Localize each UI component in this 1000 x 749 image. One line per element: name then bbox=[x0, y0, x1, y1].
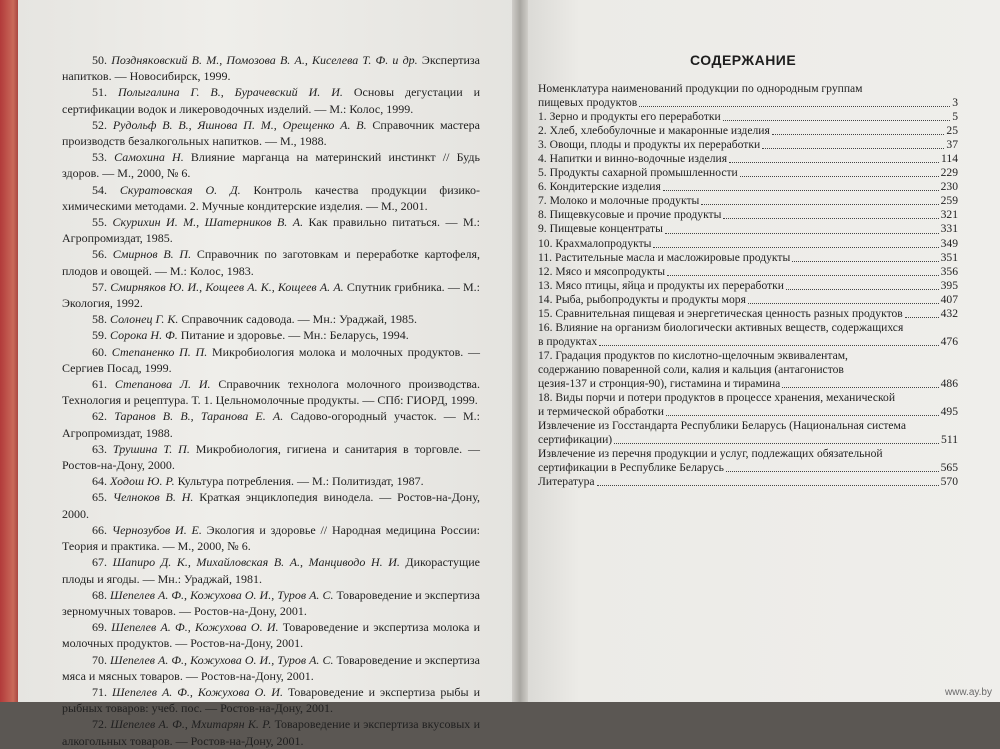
toc-page-number: 495 bbox=[940, 405, 958, 419]
reference-text: Основы дегустации и сертификации водок и ликероводочных изделий. — М.: Колос, 1999. bbox=[62, 85, 480, 116]
reference-number: 55. bbox=[92, 215, 113, 230]
reference-authors: Шепелев А. Ф., Кожухова О. И., Туров А. С. bbox=[110, 652, 334, 667]
toc-leader-dots bbox=[666, 415, 939, 416]
toc-page-number: 476 bbox=[940, 334, 958, 348]
toc-leader-dots bbox=[729, 162, 939, 163]
reference-authors: Смирняков Ю. И., Кощеев А. К., Кощеев А. А. bbox=[110, 279, 344, 294]
reference-text: Экология и здоровье // Народная медицина России: Теория и практика. — М., 2000, № 6. bbox=[62, 522, 480, 554]
toc-entry bbox=[538, 194, 958, 208]
toc-page-number: 229 bbox=[940, 166, 958, 180]
toc-entry-title: и термической обработки bbox=[538, 405, 664, 419]
reference-number: 60. bbox=[92, 344, 112, 359]
toc-page-number: 432 bbox=[940, 306, 958, 320]
reference-number: 56. bbox=[92, 247, 113, 262]
reference-entry bbox=[62, 587, 480, 619]
toc-entry-title: 10. Крахмалопродукты bbox=[538, 236, 652, 250]
toc-entry-title: 7. Молоко и молочные продукты bbox=[538, 194, 700, 208]
reference-text: Садово-огородный участок. — М.: Агропромиздат, 1988. bbox=[62, 409, 480, 440]
watermark: www.ay.by bbox=[944, 687, 992, 698]
reference-number: 66. bbox=[92, 522, 112, 537]
reference-authors: Полыгалина Г. В., Бурачевский И. И. bbox=[117, 85, 343, 100]
reference-text: Товароведение и экспертиза молока и молочных продуктов. — Ростов-на-Дону, 2001. bbox=[62, 620, 481, 651]
toc-leader-dots bbox=[782, 387, 938, 388]
reference-text: Справочник мастера производств безалкогольных напитков. — М., 1988. bbox=[62, 117, 481, 149]
reference-text: Товароведение и экспертиза зерномучных товаров. — Ростов-на-Дону, 2001. bbox=[62, 587, 480, 618]
reference-text: Микробиология молока и молочных продуктов. — Сергиев Посад, 1999. bbox=[62, 344, 481, 375]
reference-entry bbox=[62, 554, 480, 586]
reference-entry bbox=[62, 489, 480, 521]
bibliography-list bbox=[62, 52, 480, 749]
toc-leader-dots bbox=[740, 176, 939, 177]
reference-entry bbox=[62, 279, 480, 311]
reference-number: 63. bbox=[92, 441, 113, 456]
toc-leader-dots bbox=[723, 218, 938, 219]
reference-authors: Челноков В. Н. bbox=[112, 490, 194, 505]
toc-entry-title: Извлечение из перечня продукции и услуг, подлежащих обязательной bbox=[538, 447, 883, 461]
reference-entry bbox=[62, 149, 480, 181]
toc-leader-dots bbox=[762, 148, 944, 149]
toc-entry bbox=[538, 208, 958, 222]
toc-entry bbox=[538, 138, 958, 152]
reference-number: 64. bbox=[92, 474, 110, 489]
toc-entry bbox=[538, 180, 958, 194]
toc-leader-dots bbox=[726, 471, 939, 472]
toc-leader-dots bbox=[597, 485, 939, 486]
reference-authors: Степаненко П. П. bbox=[111, 344, 208, 359]
toc-entry-title: 6. Кондитерские изделия bbox=[538, 180, 661, 194]
toc-page-number: 331 bbox=[940, 222, 958, 236]
toc-page-number: 3 bbox=[952, 96, 958, 110]
toc-entry-title: сертификации) bbox=[538, 433, 613, 447]
reference-authors: Солонец Г. К. bbox=[110, 312, 179, 327]
reference-number: 53. bbox=[92, 150, 115, 165]
reference-entry bbox=[62, 652, 480, 684]
reference-entry bbox=[62, 52, 480, 84]
book-spine-gutter bbox=[512, 0, 528, 702]
reference-text: Влияние марганца на материнский инстинкт // Будь здоров. — М., 2000, № 6. bbox=[62, 150, 480, 181]
reference-entry bbox=[62, 619, 480, 651]
toc-entry bbox=[538, 293, 958, 307]
toc-entry-title: Литература bbox=[538, 475, 595, 489]
toc-entry-title: 12. Мясо и мясопродукты bbox=[538, 264, 666, 278]
toc-page-number: 395 bbox=[940, 278, 958, 292]
reference-authors: Скуратовская О. Д. bbox=[119, 182, 241, 197]
reference-entry bbox=[62, 344, 480, 376]
reference-authors: Смирнов В. П. bbox=[112, 247, 192, 262]
reference-text: Справочник технолога молочного производства. Технология и рецептура. Т. 1. Цельномолочные продукты. — СПб: ГИОРД, 1999. bbox=[62, 377, 481, 408]
reference-number: 54. bbox=[92, 182, 120, 197]
reference-authors: Рудольф В. В., Яшнова П. М., Орещенко А. В. bbox=[112, 117, 367, 132]
toc-entry bbox=[538, 279, 958, 293]
reference-authors: Шапиро Д. К., Михайловская В. А., Манциводо Н. И. bbox=[112, 555, 400, 570]
toc-entry-title: 8. Пищевкусовые и прочие продукты bbox=[538, 208, 722, 222]
reference-number: 57. bbox=[92, 279, 111, 294]
toc-leader-dots bbox=[772, 134, 945, 135]
toc-entry bbox=[538, 265, 958, 279]
toc-entry bbox=[538, 152, 958, 166]
toc-entry-title: 1. Зерно и продукты его переработки bbox=[538, 110, 721, 124]
toc-leader-dots bbox=[665, 233, 939, 234]
toc-entry bbox=[538, 166, 958, 180]
toc-title: СОДЕРЖАНИЕ bbox=[690, 52, 797, 68]
reference-text: Питание и здоровье. — Мн.: Беларусь, 1994. bbox=[177, 328, 409, 343]
reference-text: Культура потребления. — М.: Политиздат, 1987. bbox=[174, 474, 424, 489]
toc-entry-title: 5. Продукты сахарной промышленности bbox=[538, 166, 738, 180]
toc-page-number: 407 bbox=[940, 292, 958, 306]
toc-entry-title: пищевых продуктов bbox=[538, 96, 638, 110]
toc-entry-title: 4. Напитки и винно-водочные изделия bbox=[538, 152, 728, 166]
toc-page-number: 486 bbox=[940, 376, 958, 390]
reference-number: 62. bbox=[92, 409, 115, 424]
reference-authors: Таранов В. В., Таранова Е. А. bbox=[114, 409, 284, 424]
reference-authors: Чернозубов И. Е. bbox=[111, 522, 202, 537]
toc-entry bbox=[538, 124, 958, 138]
toc-page-number: 25 bbox=[946, 124, 958, 138]
reference-authors: Сорока Н. Ф. bbox=[110, 328, 178, 343]
toc-entry bbox=[538, 447, 958, 475]
toc-page-number: 259 bbox=[940, 194, 958, 208]
reference-number: 68. bbox=[92, 587, 111, 602]
toc-entry bbox=[538, 222, 958, 236]
reference-text: Спутник грибника. — М.: Экология, 1992. bbox=[62, 279, 481, 311]
toc-entry bbox=[538, 251, 958, 265]
reference-number: 50. bbox=[92, 53, 112, 67]
reference-entry bbox=[62, 522, 480, 554]
toc-entry-title: цезия-137 и стронция-90), гистамина и тирамина bbox=[538, 376, 781, 390]
toc-entry-title: 14. Рыба, рыбопродукты и продукты моря bbox=[538, 292, 746, 306]
toc-page-number: 565 bbox=[940, 461, 958, 475]
toc-entry-title: сертификации в Республике Беларусь bbox=[538, 461, 724, 475]
toc-leader-dots bbox=[653, 247, 938, 248]
toc-entry bbox=[538, 110, 958, 124]
reference-number: 69. bbox=[92, 620, 112, 635]
reference-number: 51. bbox=[92, 85, 118, 100]
reference-authors: Шепелев А. Ф., Кожухова О. И., Туров А. С. bbox=[110, 587, 334, 602]
toc-page-number: 356 bbox=[940, 264, 958, 278]
reference-authors: Шепелев А. Ф., Кожухова О. И. bbox=[112, 684, 283, 699]
reference-text: Справочник по заготовкам и переработке картофеля, плодов и овощей. — М.: Колос, 1983. bbox=[62, 247, 481, 278]
toc-leader-dots bbox=[599, 345, 938, 346]
reference-number: 67. bbox=[92, 555, 113, 570]
reference-entry bbox=[62, 246, 480, 278]
reference-entry bbox=[62, 214, 480, 246]
toc-entry-title: 16. Влияние на организм биологически активных веществ, содержащихся bbox=[538, 320, 904, 334]
toc-leader-dots bbox=[786, 289, 939, 290]
toc-entry bbox=[538, 307, 958, 321]
toc-entry-title: 2. Хлеб, хлебобулочные и макаронные изделия bbox=[538, 124, 770, 138]
reference-entry bbox=[62, 376, 480, 408]
toc-page-number: 570 bbox=[940, 475, 958, 489]
toc-entry bbox=[538, 321, 958, 349]
reference-entry bbox=[62, 716, 480, 748]
reference-entry bbox=[62, 473, 480, 489]
reference-entry bbox=[62, 441, 480, 473]
reference-text: Экспертиза напитков. — Новосибирск, 1999. bbox=[62, 53, 480, 84]
toc-entry-title: в продуктах bbox=[538, 334, 598, 348]
reference-authors: Степанова Л. И. bbox=[114, 377, 211, 392]
toc-entry-title: 15. Сравнительная пищевая и энергетическая ценность разных продуктов bbox=[538, 306, 903, 320]
reference-text: Как правильно питаться. — М.: Агропромиздат, 1985. bbox=[62, 215, 480, 246]
toc-entry-title: содержанию поваренной соли, калия и кальция (антагонистов bbox=[538, 362, 844, 376]
reference-authors: Шепелев А. Ф., Мхитарян К. Р. bbox=[110, 717, 272, 732]
reference-number: 70. bbox=[92, 652, 111, 667]
reference-entry bbox=[62, 182, 480, 214]
reference-number: 58. bbox=[92, 312, 110, 327]
toc-entry bbox=[538, 237, 958, 251]
toc-leader-dots bbox=[614, 443, 939, 444]
reference-text: Товароведение и экспертиза рыбы и рыбных товаров: учеб. пос. — Ростов-на-Дону, 2001. bbox=[62, 684, 481, 716]
toc-leader-dots bbox=[723, 120, 950, 121]
reference-number: 71. bbox=[92, 684, 113, 699]
toc-entry-title: 9. Пищевые концентраты bbox=[538, 222, 663, 236]
toc-leader-dots bbox=[639, 106, 950, 107]
toc-entry bbox=[538, 391, 958, 419]
toc-page-number: 321 bbox=[940, 208, 958, 222]
reference-entry bbox=[62, 84, 480, 116]
toc-entry bbox=[538, 82, 958, 110]
toc-entry-title: Извлечение из Госстандарта Республики Беларусь (Национальная система bbox=[538, 419, 906, 433]
toc-entry-title: 18. Виды порчи и потери продуктов в процессе хранения, механической bbox=[538, 391, 896, 405]
reference-text: Товароведение и экспертиза вкусовых и алкогольных товаров. — Ростов-на-Дону, 2001. bbox=[62, 717, 481, 748]
reference-authors: Ходош Ю. Р. bbox=[110, 474, 175, 489]
toc-entry-title: Номенклатура наименований продукции по однородным группам bbox=[538, 82, 863, 95]
reference-text: Дикорастущие плоды и ягоды. — Мн.: Ураджай, 1981. bbox=[62, 555, 480, 586]
toc-leader-dots bbox=[663, 190, 939, 191]
toc-page-number: 511 bbox=[941, 433, 958, 447]
reference-entry bbox=[62, 408, 480, 440]
toc-leader-dots bbox=[748, 303, 939, 304]
toc-entry bbox=[538, 475, 958, 489]
toc-leader-dots bbox=[701, 204, 938, 205]
reference-authors: Скурихин И. М., Шатерников В. А. bbox=[112, 215, 304, 230]
reference-text: Товароведение и экспертиза мяса и мясных товаров. — Ростов-на-Дону, 2001. bbox=[62, 652, 480, 683]
table-of-contents bbox=[538, 82, 958, 489]
toc-entry bbox=[538, 419, 958, 447]
reference-number: 59. bbox=[92, 328, 110, 343]
toc-page-number: 349 bbox=[940, 236, 958, 250]
reference-authors: Позднякoвский В. М., Помозова В. А., Киселева Т. Ф. и др. bbox=[111, 53, 418, 67]
reference-number: 65. bbox=[92, 490, 113, 505]
reference-number: 61. bbox=[92, 377, 115, 392]
reference-number: 52. bbox=[92, 117, 113, 132]
reference-authors: Шепелев А. Ф., Кожухова О. И. bbox=[111, 620, 279, 635]
toc-leader-dots bbox=[905, 317, 939, 318]
reference-text: Микробиология, гигиена и санитария в торговле. — Ростов-на-Дону, 2000. bbox=[62, 441, 481, 473]
toc-page-number: 5 bbox=[952, 110, 958, 124]
reference-text: Контроль качества продукции физико-химическими методами. 2. Мучные кондитерские изделия. — М., 2001. bbox=[62, 182, 481, 213]
reference-text: Справочник садовода. — Мн.: Ураджай, 1985. bbox=[178, 312, 417, 327]
toc-page-number: 114 bbox=[941, 152, 958, 166]
reference-entry bbox=[62, 684, 480, 716]
toc-entry-title: 11. Растительные масла и масложировые продукты bbox=[538, 250, 791, 264]
toc-leader-dots bbox=[667, 275, 939, 276]
reference-entry bbox=[62, 327, 480, 343]
reference-number: 72. bbox=[92, 717, 111, 732]
toc-entry-title: 3. Овощи, плоды и продукты их переработки bbox=[538, 138, 761, 152]
reference-text: Краткая энциклопедия винодела. — Ростов-на-Дону, 2000. bbox=[62, 490, 481, 521]
toc-entry bbox=[538, 349, 958, 391]
toc-page-number: 351 bbox=[940, 250, 958, 264]
toc-page-number: 37 bbox=[946, 138, 958, 152]
reference-authors: Самохина Н. bbox=[114, 150, 184, 165]
toc-page-number: 230 bbox=[940, 180, 958, 194]
reference-authors: Трушина Т. П. bbox=[112, 441, 190, 456]
toc-entry-title: 13. Мясо птицы, яйца и продукты их переработки bbox=[538, 278, 785, 292]
reference-entry bbox=[62, 117, 480, 149]
reference-entry bbox=[62, 311, 480, 327]
toc-leader-dots bbox=[792, 261, 938, 262]
toc-entry-title: 17. Градация продуктов по кислотно-щелочным эквивалентам, bbox=[538, 348, 848, 362]
